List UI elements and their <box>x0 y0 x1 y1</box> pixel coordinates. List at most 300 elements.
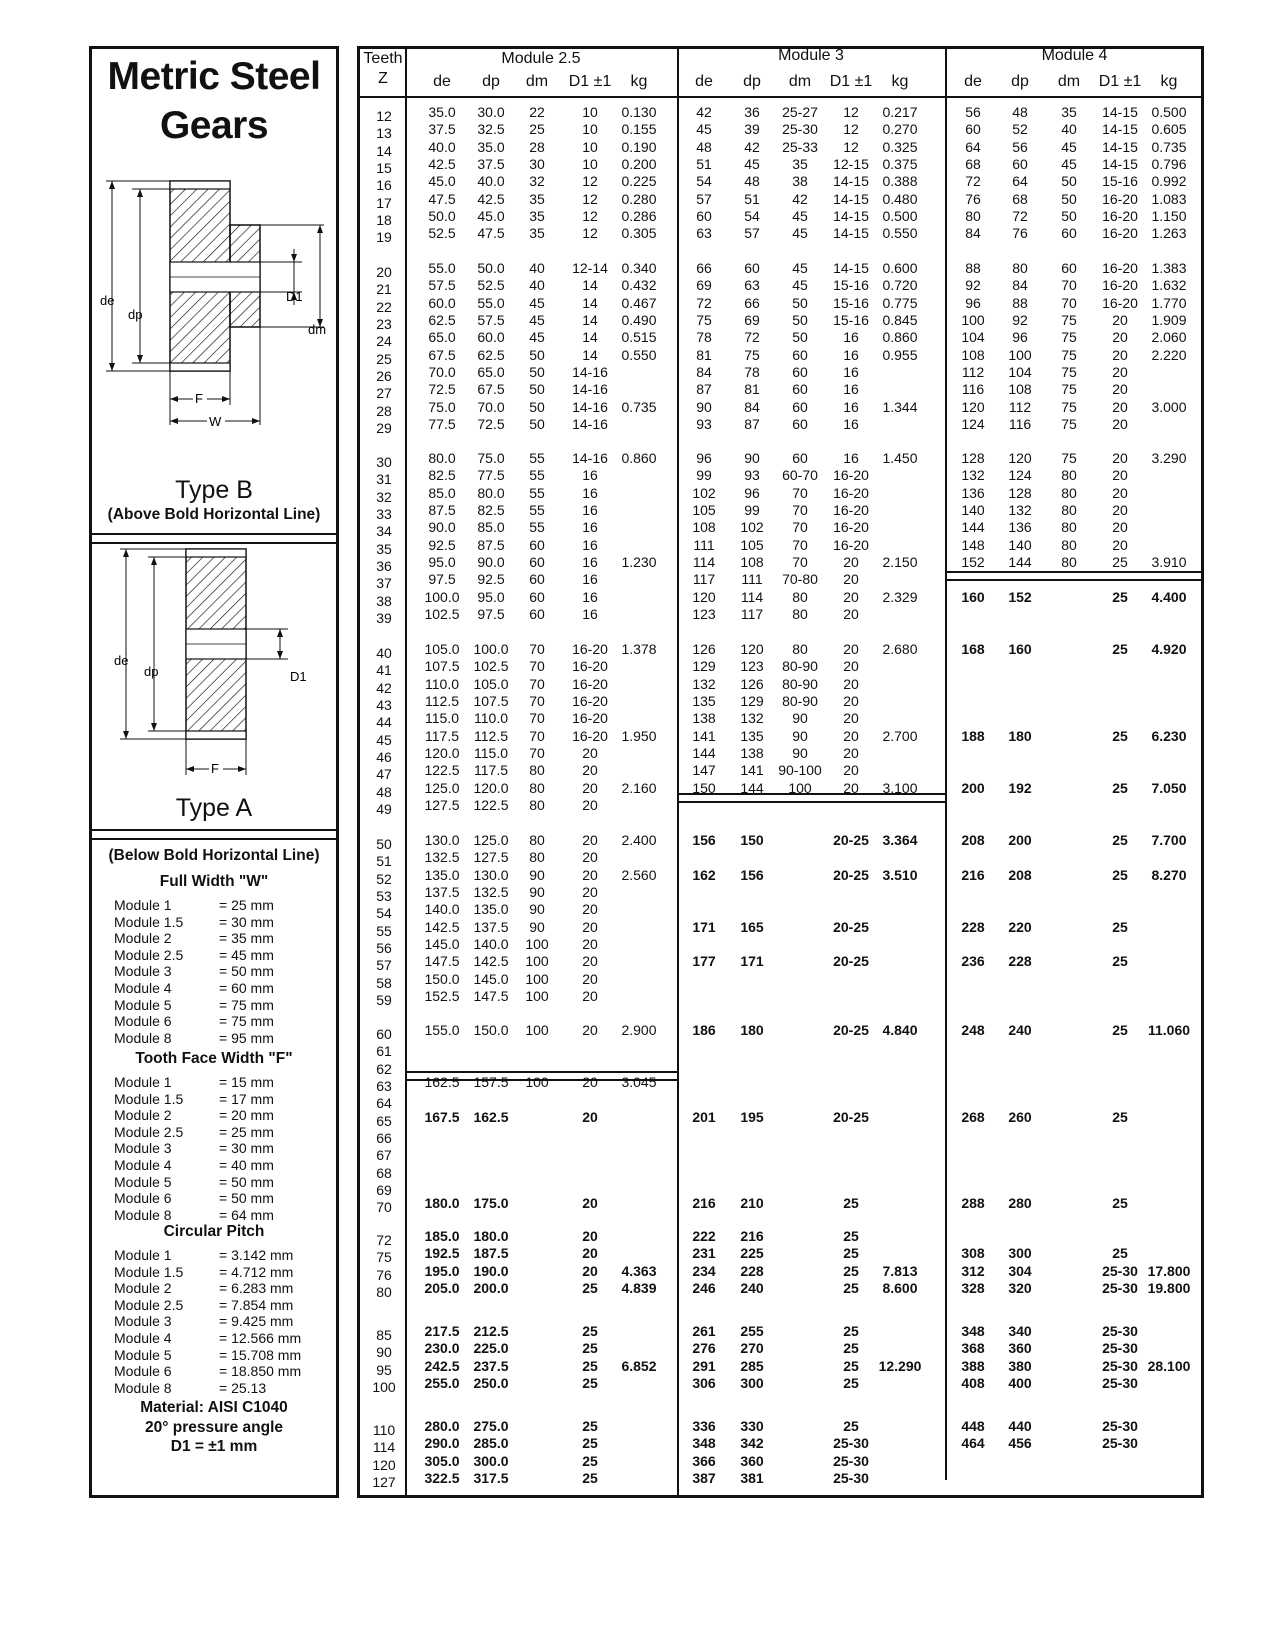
spec-value: = 50 mm <box>219 1173 274 1190</box>
teeth-count: 39 <box>376 609 392 626</box>
table-cell: 0.500 <box>1151 104 1187 120</box>
table-cell: 72.5 <box>428 381 456 398</box>
table-cell: 328 <box>961 1279 985 1296</box>
table-cell: 180 <box>740 1022 764 1038</box>
teeth-count: 31 <box>376 471 392 488</box>
table-cell: 20 <box>1112 398 1128 415</box>
type-b-label: Type B <box>175 476 253 504</box>
table-cell: 20 <box>582 1073 598 1090</box>
table-cell: 42.5 <box>428 155 456 172</box>
table-cell: 25 <box>582 1374 598 1391</box>
table-cell: 210 <box>740 1195 764 1212</box>
table-cell: 20 <box>843 553 859 570</box>
table-cell: 200 <box>961 779 985 796</box>
spec-module: Module 1.5 <box>114 1263 184 1280</box>
table-cell: 45 <box>792 277 808 294</box>
table-cell: 10 <box>582 104 598 120</box>
table-cell: 322.5 <box>424 1469 460 1486</box>
table-cell: 10 <box>582 121 598 138</box>
table-cell: 75 <box>1061 329 1077 346</box>
table-cell: 222 <box>692 1228 716 1244</box>
column-header: de <box>695 73 713 90</box>
table-cell: 192.5 <box>424 1245 460 1262</box>
spec-row <box>114 1264 293 1281</box>
table-cell: 1.150 <box>1151 207 1187 224</box>
table-cell: 60 <box>529 605 545 622</box>
table-cell: 12 <box>582 225 598 242</box>
table-cell: 80 <box>792 641 808 657</box>
table-cell: 20 <box>582 832 598 848</box>
column-header: D1 ±1 <box>1098 73 1142 90</box>
table-cell: 60 <box>529 553 545 570</box>
table-cell: 111 <box>741 571 763 588</box>
table-cell: 100 <box>525 1073 549 1090</box>
spec-value: = 75 mm <box>219 1013 274 1030</box>
spec-value: = 64 mm <box>219 1206 274 1223</box>
table-cell: 70 <box>529 710 545 727</box>
table-cell: 112.5 <box>474 727 508 744</box>
spec-module: Module 1 <box>114 1074 172 1090</box>
table-cell: 108 <box>961 346 985 363</box>
table-cell: 145.0 <box>424 935 460 952</box>
table-cell: 155.0 <box>424 1022 460 1038</box>
table-cell: 237.5 <box>473 1357 509 1374</box>
teeth-count: 25 <box>376 350 392 367</box>
table-cell: 90.0 <box>428 519 456 536</box>
type-a-gear-diagram <box>92 543 336 793</box>
table-cell: 75 <box>1061 450 1077 466</box>
table-cell: 20 <box>582 987 598 1004</box>
table-cell: 186 <box>692 1022 716 1038</box>
table-cell: 8.270 <box>1151 866 1187 883</box>
table-cell: 20 <box>582 1228 598 1244</box>
table-cell: 50 <box>529 363 545 380</box>
table-cell: 32.5 <box>477 121 505 138</box>
table-cell: 0.375 <box>882 155 918 172</box>
table-cell: 0.305 <box>621 225 657 242</box>
table-cell: 14 <box>582 329 598 346</box>
table-cell: 14-16 <box>572 381 608 398</box>
spec-module: Module 3 <box>114 1313 172 1330</box>
table-cell: 87 <box>744 415 760 432</box>
table-cell: 317.5 <box>473 1469 509 1486</box>
table-cell: 75 <box>1061 398 1077 415</box>
table-cell: 80.0 <box>428 450 456 466</box>
teeth-count: 27 <box>376 385 392 402</box>
table-cell: 60 <box>792 381 808 398</box>
table-cell: 75.0 <box>477 450 505 466</box>
table-cell: 195.0 <box>424 1262 460 1279</box>
teeth-count: 64 <box>376 1095 392 1112</box>
table-cell: 20-25 <box>833 953 869 970</box>
table-cell: 246 <box>692 1279 716 1296</box>
table-cell: 65.0 <box>477 363 505 380</box>
table-cell: 25-33 <box>782 138 818 155</box>
column-header: D1 ±1 <box>829 73 873 90</box>
table-cell: 68 <box>1012 190 1028 207</box>
table-cell: 70-80 <box>782 571 818 588</box>
table-cell: 87 <box>696 381 712 398</box>
table-cell: 188 <box>961 727 985 744</box>
teeth-count: 47 <box>376 766 392 783</box>
table-cell: 128 <box>1008 484 1032 501</box>
table-cell: 0.845 <box>882 311 918 328</box>
table-cell: 360 <box>1008 1340 1032 1357</box>
table-cell: 16-20 <box>572 641 608 657</box>
footer-note: Material: AISI C1040 <box>140 1399 288 1416</box>
title-line-1: Metric Steel <box>107 55 321 98</box>
table-cell: 55 <box>529 519 545 536</box>
table-cell: 137.5 <box>473 918 509 935</box>
table-cell: 60 <box>965 121 981 138</box>
table-cell: 16 <box>582 605 598 622</box>
table-cell: 20 <box>582 935 598 952</box>
table-cell: 40.0 <box>428 138 456 155</box>
table-cell: 16-20 <box>572 710 608 727</box>
table-cell: 3.364 <box>882 832 918 848</box>
spec-row <box>114 1313 293 1330</box>
table-cell: 64 <box>1012 173 1028 190</box>
spec-value: = 25.13 <box>219 1379 267 1396</box>
table-cell: 187.5 <box>473 1245 509 1262</box>
table-cell: 60 <box>696 207 712 224</box>
teeth-count: 58 <box>376 974 392 991</box>
table-cell: 25 <box>843 1245 859 1262</box>
label-dp-a: dp <box>144 664 159 679</box>
table-cell: 231 <box>692 1245 716 1262</box>
spec-row <box>114 1363 301 1380</box>
table-cell: 25-30 <box>833 1452 869 1469</box>
spec-value: = 35 mm <box>219 930 274 947</box>
table-cell: 4.400 <box>1151 588 1187 605</box>
table-cell: 12 <box>582 173 598 190</box>
table-cell: 105 <box>740 536 764 553</box>
teeth-count: 20 <box>376 264 392 280</box>
table-cell: 1.230 <box>621 553 657 570</box>
table-cell: 20 <box>843 675 859 692</box>
teeth-count: 127 <box>372 1473 396 1490</box>
table-cell: 165 <box>740 918 764 935</box>
teeth-count: 67 <box>376 1147 392 1164</box>
bold-horizontal-line <box>945 571 1204 581</box>
table-cell: 67.5 <box>477 381 505 398</box>
table-cell: 50 <box>529 398 545 415</box>
table-cell: 448 <box>961 1418 985 1434</box>
column-header: de <box>433 73 451 90</box>
left-panel <box>89 46 339 1498</box>
module-4-header: Module 4 <box>1041 47 1108 64</box>
table-cell: 8.600 <box>882 1279 918 1296</box>
spec-row <box>114 914 274 931</box>
table-cell: 3.045 <box>621 1073 657 1090</box>
teeth-count: 50 <box>376 836 392 852</box>
column-header: kg <box>1160 73 1178 90</box>
table-cell: 0.600 <box>882 260 918 276</box>
teeth-count: 63 <box>376 1077 392 1094</box>
column-header: dm <box>788 73 812 90</box>
table-cell: 12 <box>582 207 598 224</box>
table-cell: 25-30 <box>833 1469 869 1486</box>
table-cell: 276 <box>692 1340 716 1357</box>
table-cell: 124 <box>961 415 985 432</box>
spec-value: = 4.712 mm <box>219 1263 294 1280</box>
table-cell: 135 <box>740 727 764 744</box>
table-cell: 25 <box>582 1452 598 1469</box>
table-cell: 105.0 <box>473 675 509 692</box>
spec-module: Module 5 <box>114 996 172 1013</box>
table-cell: 132 <box>1008 501 1032 518</box>
table-cell: 25 <box>529 121 545 138</box>
table-cell: 70 <box>792 501 808 518</box>
table-cell: 107.5 <box>424 658 460 675</box>
table-cell: 90 <box>744 450 760 466</box>
teeth-count: 19 <box>376 229 392 246</box>
table-cell: 20 <box>1112 381 1128 398</box>
table-cell: 14-15 <box>833 173 869 190</box>
table-cell: 90 <box>529 866 545 883</box>
table-cell: 150.0 <box>424 970 460 987</box>
table-cell: 60 <box>1061 225 1077 242</box>
spec-row <box>114 1297 293 1314</box>
table-cell: 45 <box>696 121 712 138</box>
table-cell: 15-16 <box>833 294 869 311</box>
table-cell: 160 <box>1008 641 1032 657</box>
table-cell: 60 <box>792 346 808 363</box>
table-cell: 40 <box>1061 121 1077 138</box>
table-cell: 30.0 <box>477 104 505 120</box>
table-cell: 67.5 <box>428 346 456 363</box>
table-cell: 400 <box>1008 1374 1032 1391</box>
table-cell: 20 <box>1112 484 1128 501</box>
table-cell: 20 <box>1112 519 1128 536</box>
column-header: kg <box>630 73 648 90</box>
table-cell: 285 <box>740 1357 764 1374</box>
table-cell: 16-20 <box>833 484 869 501</box>
full-width-heading: Full Width "W" <box>159 873 269 890</box>
table-cell: 20 <box>843 605 859 622</box>
table-cell: 250.0 <box>473 1374 509 1391</box>
table-cell: 70 <box>792 553 808 570</box>
table-cell: 147.5 <box>424 953 460 970</box>
table-cell: 87.5 <box>477 536 505 553</box>
teeth-count: 40 <box>376 645 392 661</box>
table-cell: 97.5 <box>477 605 505 622</box>
table-cell: 132 <box>692 675 716 692</box>
table-cell: 140.0 <box>424 901 460 918</box>
table-cell: 142.5 <box>473 953 509 970</box>
table-cell: 90 <box>792 727 808 744</box>
table-cell: 0.550 <box>882 225 918 242</box>
table-cell: 25 <box>582 1469 598 1486</box>
table-cell: 50 <box>529 415 545 432</box>
spec-value: = 25 mm <box>219 1123 274 1140</box>
table-cell: 92 <box>1012 311 1028 328</box>
table-cell: 217.5 <box>424 1323 460 1339</box>
table-cell: 72.5 <box>477 415 505 432</box>
table-cell: 120 <box>1008 450 1032 466</box>
spec-value: = 50 mm <box>219 1190 274 1207</box>
spec-value: = 3.142 mm <box>219 1247 294 1263</box>
table-cell: 1.383 <box>1151 260 1187 276</box>
table-cell: 2.160 <box>621 779 657 796</box>
table-cell: 77.5 <box>428 415 456 432</box>
table-cell: 20 <box>1112 415 1128 432</box>
table-cell: 96 <box>744 484 760 501</box>
teeth-count: 59 <box>376 991 392 1008</box>
table-cell: 14 <box>582 294 598 311</box>
table-cell: 60 <box>529 588 545 605</box>
teeth-count: 22 <box>376 298 392 315</box>
table-cell: 60 <box>792 363 808 380</box>
table-cell: 336 <box>692 1418 716 1434</box>
table-cell: 20 <box>843 641 859 657</box>
spec-module: Module 4 <box>114 1330 172 1346</box>
table-cell: 1.450 <box>882 450 918 466</box>
table-cell: 90-100 <box>778 762 822 779</box>
table-cell: 120 <box>692 588 716 605</box>
table-cell: 25 <box>1112 641 1128 657</box>
spec-value: = 50 mm <box>219 963 274 980</box>
table-cell: 75 <box>1061 415 1077 432</box>
teeth-count: 69 <box>376 1181 392 1198</box>
table-cell: 80 <box>529 849 545 866</box>
teeth-count: 90 <box>376 1344 392 1361</box>
table-cell: 72 <box>1012 207 1028 224</box>
teeth-header: Teeth <box>363 50 403 67</box>
table-cell: 381 <box>740 1469 764 1486</box>
table-cell: 76 <box>965 190 981 207</box>
table-cell: 14-15 <box>1102 104 1138 120</box>
table-cell: 16-20 <box>572 658 608 675</box>
label-f-b: F <box>195 391 203 406</box>
spec-row <box>114 1124 274 1141</box>
table-cell: 69 <box>696 277 712 294</box>
teeth-count: 29 <box>376 419 392 436</box>
table-cell: 80.0 <box>477 484 505 501</box>
table-cell: 20 <box>843 692 859 709</box>
table-cell: 230.0 <box>424 1340 460 1357</box>
table-cell: 0.270 <box>882 121 918 138</box>
table-cell: 16 <box>582 588 598 605</box>
table-cell: 66 <box>696 260 712 276</box>
table-cell: 135 <box>692 692 716 709</box>
table-cell: 102.5 <box>424 605 460 622</box>
table-cell: 200 <box>1008 832 1032 848</box>
table-cell: 117.5 <box>474 762 508 779</box>
teeth-count: 21 <box>376 281 392 298</box>
table-cell: 80 <box>792 605 808 622</box>
table-cell: 3.290 <box>1151 450 1187 466</box>
table-cell: 25 <box>843 1418 859 1434</box>
teeth-count: 52 <box>376 870 392 887</box>
table-cell: 288 <box>961 1195 985 1212</box>
table-cell: 25-30 <box>1102 1418 1138 1434</box>
table-cell: 19.800 <box>1147 1279 1191 1296</box>
table-cell: 50 <box>1061 190 1077 207</box>
table-cell: 80-90 <box>782 692 818 709</box>
table-cell: 70 <box>529 692 545 709</box>
table-cell: 0.217 <box>882 104 918 120</box>
table-cell: 100 <box>788 779 812 796</box>
table-cell: 20 <box>843 658 859 675</box>
table-cell: 70 <box>529 727 545 744</box>
teeth-column-rule <box>405 46 407 1498</box>
spec-value: = 7.854 mm <box>219 1296 294 1313</box>
table-cell: 25 <box>843 1228 859 1244</box>
table-cell: 35 <box>529 190 545 207</box>
table-cell: 25 <box>843 1357 859 1374</box>
table-cell: 50 <box>529 381 545 398</box>
spec-module: Module 3 <box>114 963 172 980</box>
table-cell: 225 <box>740 1245 764 1262</box>
spec-row <box>114 1280 293 1297</box>
table-cell: 248 <box>961 1022 985 1038</box>
table-cell: 20 <box>843 588 859 605</box>
table-cell: 25 <box>1112 1022 1128 1038</box>
table-cell: 68 <box>965 155 981 172</box>
table-cell: 0.130 <box>621 104 657 120</box>
table-cell: 99 <box>696 467 712 484</box>
header-rule <box>360 96 1201 98</box>
table-cell: 30 <box>529 155 545 172</box>
table-cell: 76 <box>1012 225 1028 242</box>
table-cell: 0.340 <box>621 260 657 276</box>
table-cell: 120.0 <box>473 779 509 796</box>
table-cell: 25 <box>1112 1108 1128 1125</box>
table-cell: 108 <box>740 553 764 570</box>
table-cell: 6.230 <box>1151 727 1187 744</box>
table-cell: 25 <box>1112 832 1128 848</box>
table-cell: 16-20 <box>1102 225 1138 242</box>
spec-row <box>114 1013 274 1030</box>
teeth-count: 76 <box>376 1266 392 1283</box>
table-cell: 12 <box>582 190 598 207</box>
spec-row <box>114 1190 274 1207</box>
table-cell: 48 <box>744 173 760 190</box>
table-cell: 107.5 <box>473 692 509 709</box>
table-cell: 116 <box>961 381 985 398</box>
table-cell: 1.083 <box>1151 190 1187 207</box>
teeth-count: 66 <box>376 1129 392 1146</box>
spec-row <box>114 897 274 914</box>
table-cell: 140 <box>1008 536 1032 553</box>
table-cell: 50 <box>529 346 545 363</box>
table-cell: 408 <box>961 1374 985 1391</box>
table-cell: 167.5 <box>424 1108 460 1125</box>
table-cell: 20 <box>582 1195 598 1212</box>
table-cell: 20 <box>843 762 859 779</box>
spec-value: = 25 mm <box>219 897 274 913</box>
table-cell: 25 <box>843 1195 859 1212</box>
table-cell: 48 <box>1012 104 1028 120</box>
table-cell: 0.550 <box>621 346 657 363</box>
table-cell: 16-20 <box>572 675 608 692</box>
table-cell: 16 <box>582 553 598 570</box>
table-cell: 171 <box>692 918 716 935</box>
table-cell: 120.0 <box>424 744 460 761</box>
table-cell: 127.5 <box>424 796 460 813</box>
table-cell: 14-16 <box>572 450 608 466</box>
table-cell: 80-90 <box>782 675 818 692</box>
label-w-b: W <box>209 414 222 429</box>
below-note: (Below Bold Horizontal Line) <box>108 847 320 864</box>
spec-module: Module 4 <box>114 980 172 996</box>
table-cell: 14-15 <box>1102 121 1138 138</box>
table-cell: 16-20 <box>1102 207 1138 224</box>
type-a-label: Type A <box>175 794 253 822</box>
table-cell: 4.920 <box>1151 641 1187 657</box>
table-cell: 0.735 <box>621 398 657 415</box>
